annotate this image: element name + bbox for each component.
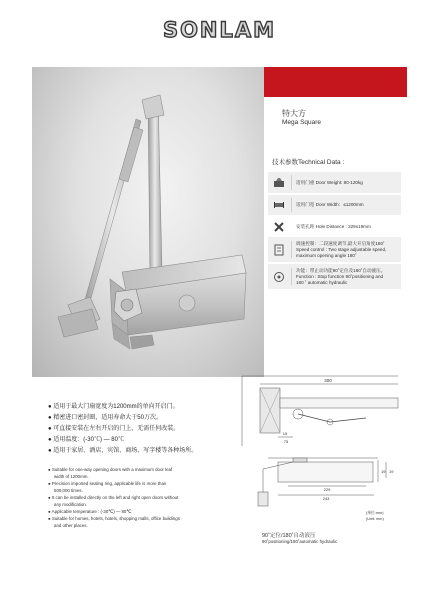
features-en xyxy=(48,466,198,529)
dimension-label: 300 xyxy=(324,378,332,383)
product-name-en: Mega Square xyxy=(282,119,322,126)
list-item: ● Suitable for homes, hotels, hotels, shopping malls, office buildings xyxy=(48,516,180,521)
accent-bar xyxy=(264,67,407,97)
spec-text-en: maximum opening angle 180˚ xyxy=(296,252,357,258)
list-item-cont: width of 1200mm. xyxy=(54,474,89,479)
dimension-label: 19 xyxy=(389,469,394,474)
spec-function xyxy=(268,264,401,289)
list-item: ● 适用于家居、酒店、宾馆、商场、写字楼等各种场所。 xyxy=(48,448,198,454)
list-item: ● It can be installed directly on the left and right open doors without xyxy=(48,495,179,500)
list-item-cont: any modification. xyxy=(54,502,87,507)
drawing-caption-en: 90˚positioning/180˚automatic hydraulic xyxy=(262,539,338,544)
list-item-cont: and other places. xyxy=(54,523,88,528)
dimension-label: 15 xyxy=(282,431,288,436)
speed-icon xyxy=(272,244,286,256)
spec-door-weight xyxy=(268,172,401,193)
spec-speed-control xyxy=(268,237,401,262)
list-item-cont: 500,000 times. xyxy=(54,488,83,493)
spec-text-en: 180 ˚ automatic hydraulic xyxy=(296,279,348,285)
unit-label-cn: (单位:mm) xyxy=(366,511,384,515)
list-item: ● Precision imported sealing ring, applicable life is more than xyxy=(48,481,167,486)
list-item: ● 适用于最大门扇宽度为1200mm的单向开启门。 xyxy=(48,404,179,410)
features-cn xyxy=(48,402,197,457)
technical-drawing xyxy=(238,374,408,529)
list-item: ● 精密进口密封圈，适用寿命大于50万次。 xyxy=(48,415,162,421)
dimension-label: 243 xyxy=(322,496,330,501)
tools-icon xyxy=(272,221,286,233)
list-item: ● 可直接安装在左右开启的门上，无需任何改装。 xyxy=(48,426,180,432)
spec-text-en: Function : Stop function 90˚positioning and xyxy=(296,273,384,279)
list-item: ● 适用温度：(-30℃) — 80℃ xyxy=(48,437,124,443)
hold-open-icon xyxy=(272,271,286,283)
spec-door-width xyxy=(268,195,401,215)
spec-text: 适用门宽 Door Width：≤1200mm xyxy=(296,202,364,207)
door-closer-image xyxy=(32,67,264,377)
divider xyxy=(291,175,292,190)
divider xyxy=(291,241,292,259)
divider xyxy=(291,220,292,233)
spec-text-en: Speed control : Two stage adjustable speed, xyxy=(296,246,387,252)
dimension-label: 75 xyxy=(283,439,289,444)
list-item: ● Applicable temperature : (-30℃) — 80℃ xyxy=(48,509,132,514)
dimension-label: 19 xyxy=(381,469,386,474)
product-photo xyxy=(32,67,264,377)
door-width-icon xyxy=(272,199,286,211)
spec-hole-distance xyxy=(268,217,401,236)
unit-label-en: (Unit: mm) xyxy=(366,517,384,521)
dimension-label: 229 xyxy=(323,487,331,492)
product-name-cn: 特大方 xyxy=(282,109,306,118)
brand-logo: SONLAM xyxy=(162,18,277,42)
spec-text-cn: 功能：带止动功能90˚定位及180˚自动液压。 xyxy=(296,267,386,273)
list-item: ● Suitable for one-way opening doors with a maximum door leaf xyxy=(48,467,173,472)
door-weight-icon xyxy=(272,177,286,189)
divider xyxy=(291,198,292,212)
spec-text: 适用门重 Door Weight: 80-120kg xyxy=(296,179,363,185)
spec-text-cn: 调速控制：二段速度调节,最大开启角度180˚ xyxy=(296,240,385,246)
drawing-caption-cn: 90˚定位/180˚自动液压 xyxy=(262,533,316,539)
technical-data-title: 技术参数Technical Data : xyxy=(272,159,345,166)
divider xyxy=(291,268,292,286)
spec-text: 安装孔距 Hole Distance : 229x19mm xyxy=(296,223,371,229)
